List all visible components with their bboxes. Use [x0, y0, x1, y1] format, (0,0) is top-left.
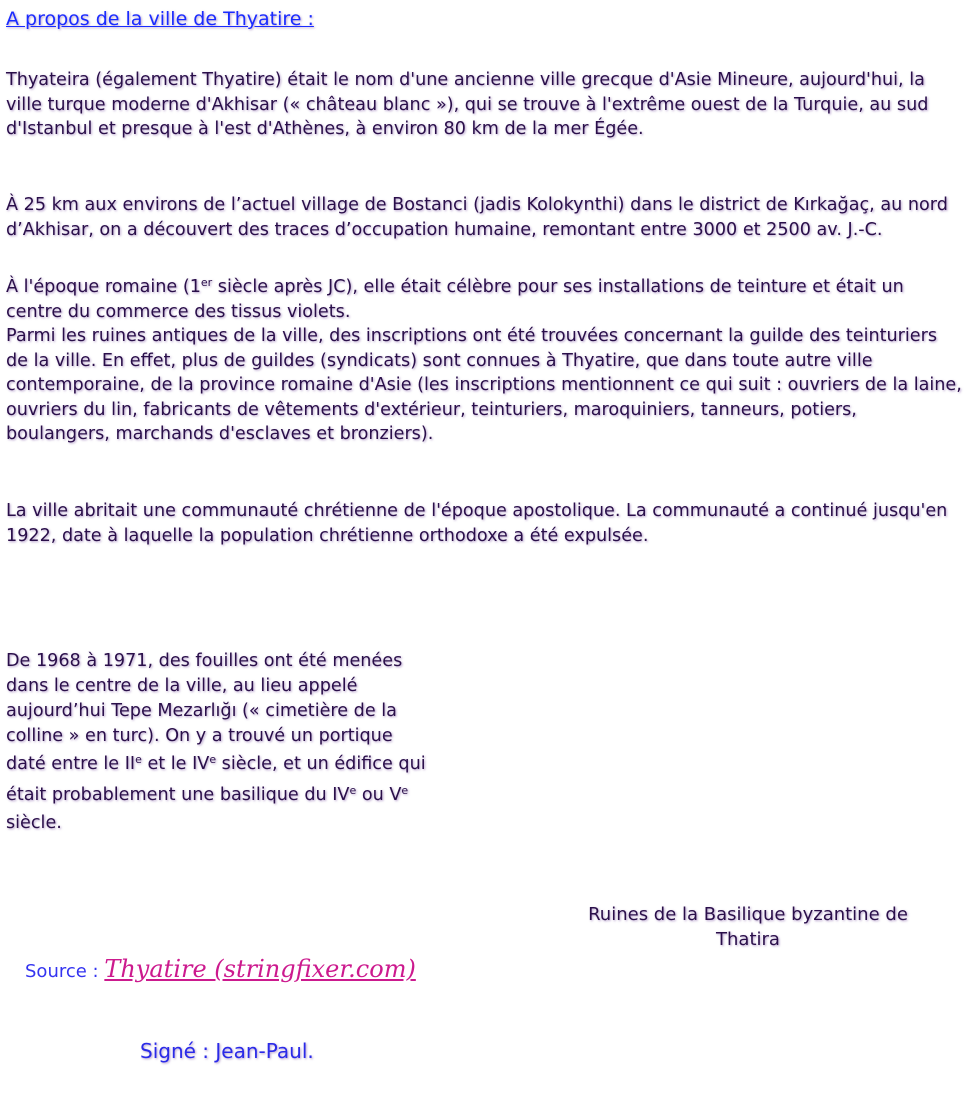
- excavation-line: colline » en turc). On y a trouvé un portique: [6, 726, 393, 746]
- paragraph-bostanci: À 25 km aux environs de l’actuel village de Bostanci (jadis Kolokynthi) dans le district de Kırkağaç, au nord d’Akhisar, on a découvert des traces d’occupation humaine, remontant entre 3000 et 2500 av. J.-C.: [6, 195, 948, 240]
- excavation-text: était probablement une basilique du IV: [6, 785, 350, 805]
- excavation-line: [6, 749, 506, 780]
- paragraph-text: À l'époque romaine (1: [6, 277, 201, 297]
- paragraph-excavations: [6, 649, 506, 836]
- paragraph-guilds: Parmi les ruines antiques de la ville, des inscriptions ont été trouvées concernant la guilde des teinturiers de la ville. En effet, plus de guildes (syndicats) sont connues à Thyatire, que dans toute autre ville contemporaine, de la province romaine d'Asie (les inscriptions mentionnent ce qui suit : ouvriers de la laine, ouvriers du lin, fabricants de vêtements d'extérieur, teinturiers, maroquiniers, tanneurs, potiers, boulangers, marchands d'esclaves et bronziers).: [6, 326, 962, 444]
- excavation-line: dans le centre de la ville, au lieu appelé: [6, 676, 358, 696]
- page-title: A propos de la ville de Thyatire :: [6, 8, 314, 30]
- paragraph-intro: Thyateira (également Thyatire) était le nom d'une ancienne ville grecque d'Asie Mineure, aujourd'hui, la ville turque moderne d'Akhisar (« château blanc »), qui se trouve à l'extrême ouest de la Turquie, au sud d'Istanbul et presque à l'est d'Athènes, à environ 80 km de la mer Égée.: [6, 70, 929, 139]
- paragraph-text: siècle après JC), elle était célèbre pour ses installations de teinture et était un centre du commerce des tissus violets.: [6, 277, 904, 322]
- paragraph-roman-era: [6, 275, 964, 324]
- image-caption: [548, 902, 948, 952]
- caption-line: Thatira: [716, 929, 780, 950]
- paragraph-christian-community: La ville abritait une communauté chrétienne de l'époque apostolique. La communauté a continué jusqu'en 1922, date à laquelle la population chrétienne orthodoxe a été expulsée.: [6, 501, 948, 546]
- caption-line: Ruines de la Basilique byzantine de: [588, 904, 908, 925]
- superscript: e: [401, 784, 409, 797]
- excavation-text: siècle, et un édifice qui: [216, 754, 426, 774]
- excavation-line: De 1968 à 1971, des fouilles ont été menées: [6, 651, 403, 671]
- signature: Signé : Jean-Paul.: [140, 1039, 314, 1063]
- superscript: e: [209, 753, 217, 766]
- superscript: er: [200, 276, 213, 289]
- source-link[interactable]: Thyatire (stringfixer.com): [104, 955, 416, 983]
- excavation-line: [6, 780, 506, 811]
- superscript: e: [349, 784, 357, 797]
- excavation-text: et le IV: [141, 754, 210, 774]
- source-label: Source :: [25, 961, 105, 982]
- source-line: [25, 955, 416, 983]
- superscript: e: [135, 753, 142, 766]
- excavation-text: ou V: [356, 785, 402, 805]
- excavation-line: siècle.: [6, 813, 62, 833]
- excavation-line: aujourd’hui Tepe Mezarlığı (« cimetière de la: [6, 701, 397, 721]
- excavation-text: daté entre le II: [6, 754, 136, 774]
